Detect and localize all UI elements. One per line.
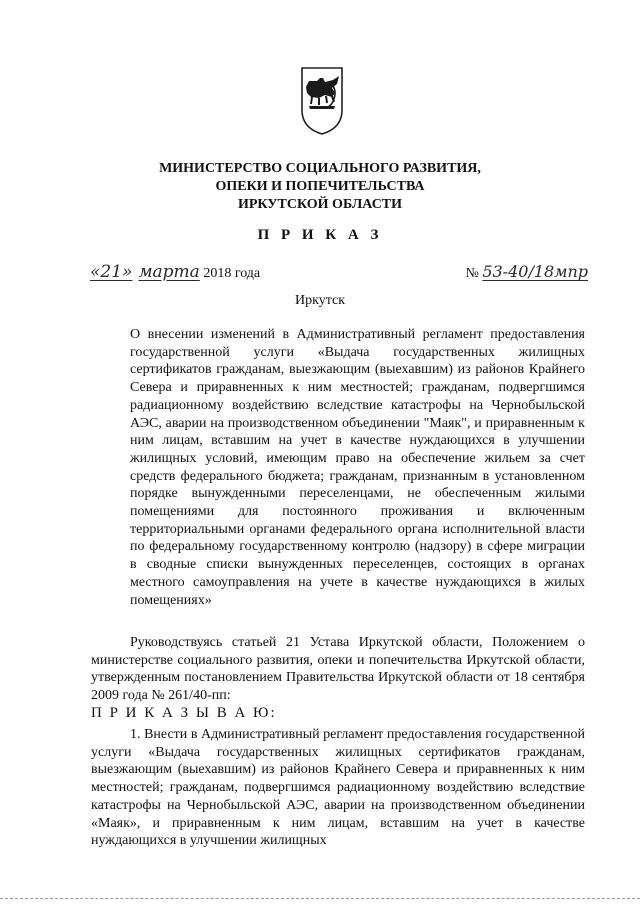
issue-city: Иркутск <box>294 293 346 308</box>
order-number <box>465 262 588 282</box>
date-month-handwritten: марта <box>138 262 200 282</box>
page-bottom-divider <box>0 898 640 900</box>
order-subject: О внесении изменений в Административный регламент предоставления государственной услуги «Выдача государственных жилищных сертификатов гражданам, выезжающим (выехавшим) из районов Крайнего Севера и приравненных к ним местностей; гражданам, подвергшимся радиационному воздействию вследствие катастрофы на Чернобыльской АЭС, аварии на производственном объединении "Маяк", и приравненным к ним лицам, вставшим на учет в качестве нуждающихся в улучшении жилищных условий, имеющим право на обеспечение жильем за счет средств федерального бюджета; гражданам, признанным в установленном порядке вынужденными переселенцами, не обеспеченным жилыми помещениями для постоянного проживания и включенным территориальными органами федерального органа исполнительной власти по федеральному государственному контролю (надзору) в сфере миграции в сводные списки вынужденных переселенцев, состоящих в органах местного самоуправления на учете в качестве нуждающихся в жилых помещениях» <box>130 327 585 608</box>
ministry-name-line-3: ИРКУТСКОЙ ОБЛАСТИ <box>237 197 403 212</box>
order-decree-word: П Р И К А З Ы В А Ю: <box>91 705 277 721</box>
order-item-1: 1. Внести в Административный регламент предоставления государственной услуги «Выдача государственных жилищных сертификатов гражданам, выезжающим (выехавшим) из районов Крайнего Севера и приравненных к ним местностей; гражданам, подвергшимся радиационному воздействию вследствие катастрофы на Чернобыльской АЭС, аварии на производственном объединении «Маяк», и приравненным к ним лицам, вставшим на учет в качестве нуждающихся в улучшении жилищных <box>91 727 585 849</box>
date-year: 2018 года <box>203 266 261 281</box>
number-sign: № <box>465 266 479 281</box>
order-number-handwritten: 53-40/18мпр <box>482 262 588 281</box>
ministry-name-line-2: ОПЕКИ И ПОПЕЧИТЕЛЬСТВА <box>215 179 425 194</box>
ministry-header <box>0 160 640 214</box>
ministry-name-line-1: МИНИСТЕРСТВО СОЦИАЛЬНОГО РАЗВИТИЯ, <box>159 161 481 176</box>
date-day-handwritten: «21» <box>90 262 133 282</box>
document-type-title: П Р И К А З <box>257 227 383 243</box>
order-date <box>90 262 260 282</box>
coat-of-arms-icon <box>299 66 345 136</box>
legal-basis-paragraph: Руководствуясь статьей 21 Устава Иркутской области, Положением о министерстве социального развития, опеки и попечительства Иркутской области, утвержденным постановлением Правительства Иркутской области от 18 сентября 2009 года № 261/40-пп: <box>91 635 585 703</box>
